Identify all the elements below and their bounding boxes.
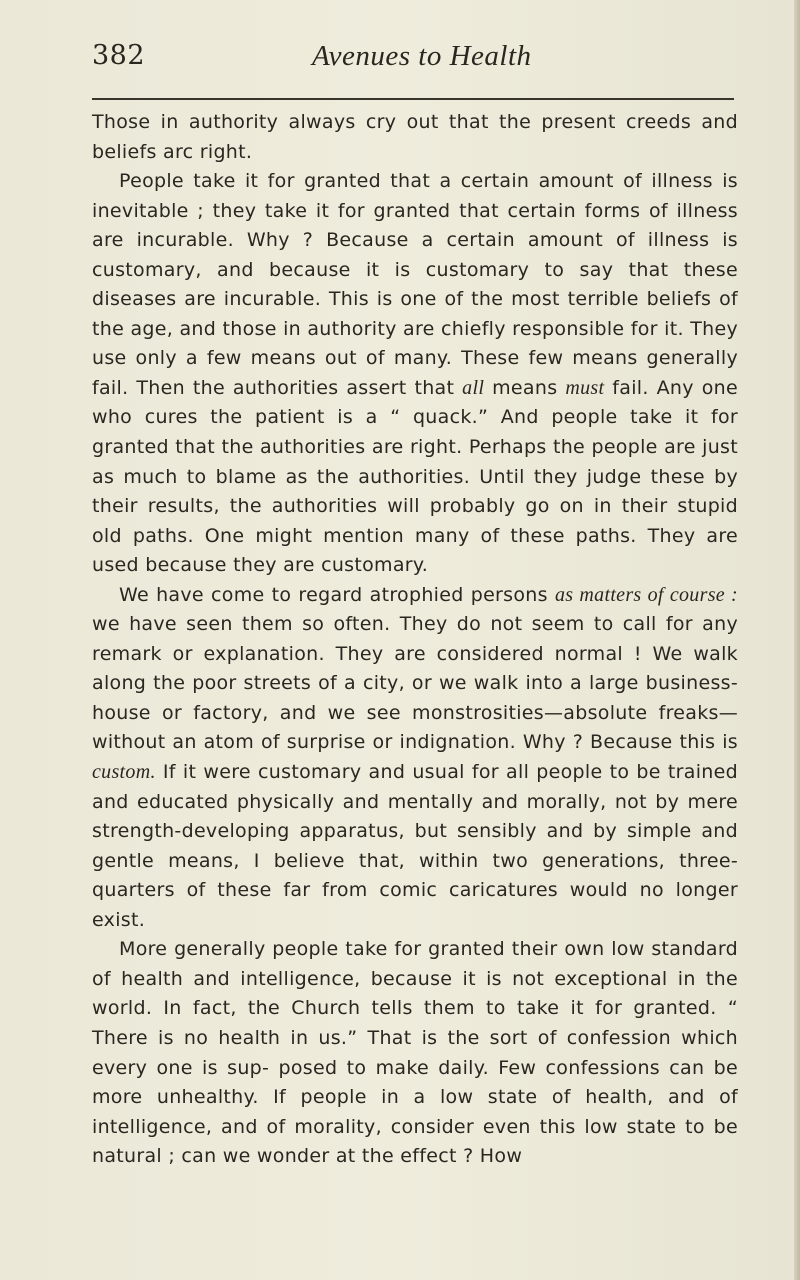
italic-span: custom.: [92, 761, 156, 784]
text-span: Those in authority always cry out that the present creeds and beliefs arc right.: [92, 111, 738, 163]
text-span: fail. Any one who cures the patient is a “ quack.” And people take it for granted that the authorities are right. Perhaps the people are just as much to blame as the authorities. Until they judge these by their results, the authorities will probably go on in their stupid old paths. One might mention many of these paths. They are used because they are customary.: [92, 376, 738, 577]
page-edge-shadow: [794, 0, 800, 1280]
text-span: People take it for granted that a certain amount of illness is inevitable ; they take it for granted that certain forms of illness are incurable. Why ? Because a certain amount of illness is customary, and because it is customary to say that these diseases are incurable. This is one of the most terrible beliefs of the age, and those in authority are chiefly responsible for it. They use only a few means out of many. These few means generally fail. Then the authorities assert that: [92, 170, 738, 399]
header-rule: [92, 98, 734, 100]
body-text: [92, 108, 738, 1172]
text-span: we have seen them so often. They do not seem to call for any remark or explanation. They are considered normal ! We walk along the poor streets of a city, or we walk into a large business-house or factory, and we see monstrosities—absolute freaks—without an atom of surprise or indignation. Why ? Because this is: [92, 613, 738, 754]
paragraph-2: [92, 167, 738, 581]
italic-span: all: [462, 376, 485, 399]
paragraph-1: [92, 108, 738, 167]
text-span: We have come to regard atrophied persons: [119, 583, 555, 606]
text-span: More generally people take for granted their own low standard of health and intelligence, because it is not exceptional in the world. In fact, the Church tells them to take it for granted. “ There is no health in us.” That is the sort of confession which every one is sup- posed to make daily. Few confessions can be more unhealthy. If people in a low state of health, and of intelligence, and of morality, consider even this low state to be natural ; can we wonder at the effect ? How: [92, 938, 738, 1168]
paragraph-3: [92, 581, 738, 936]
paragraph-4: [92, 935, 738, 1171]
text-span: If it were customary and usual for all people to be trained and educated physically and mentally and morally, not by mere strength-developing apparatus, but sensibly and by simple and gentle means, I believe that, within two generations, three-quarters of these far from comic caricatures would no longer exist.: [92, 761, 738, 931]
page-header: [92, 40, 732, 80]
page-number: 382: [92, 40, 146, 71]
text-span: means: [484, 376, 566, 399]
italic-span: as matters of course :: [554, 583, 738, 606]
italic-span: must: [565, 376, 605, 399]
running-title: Avenues to Health: [312, 40, 532, 72]
